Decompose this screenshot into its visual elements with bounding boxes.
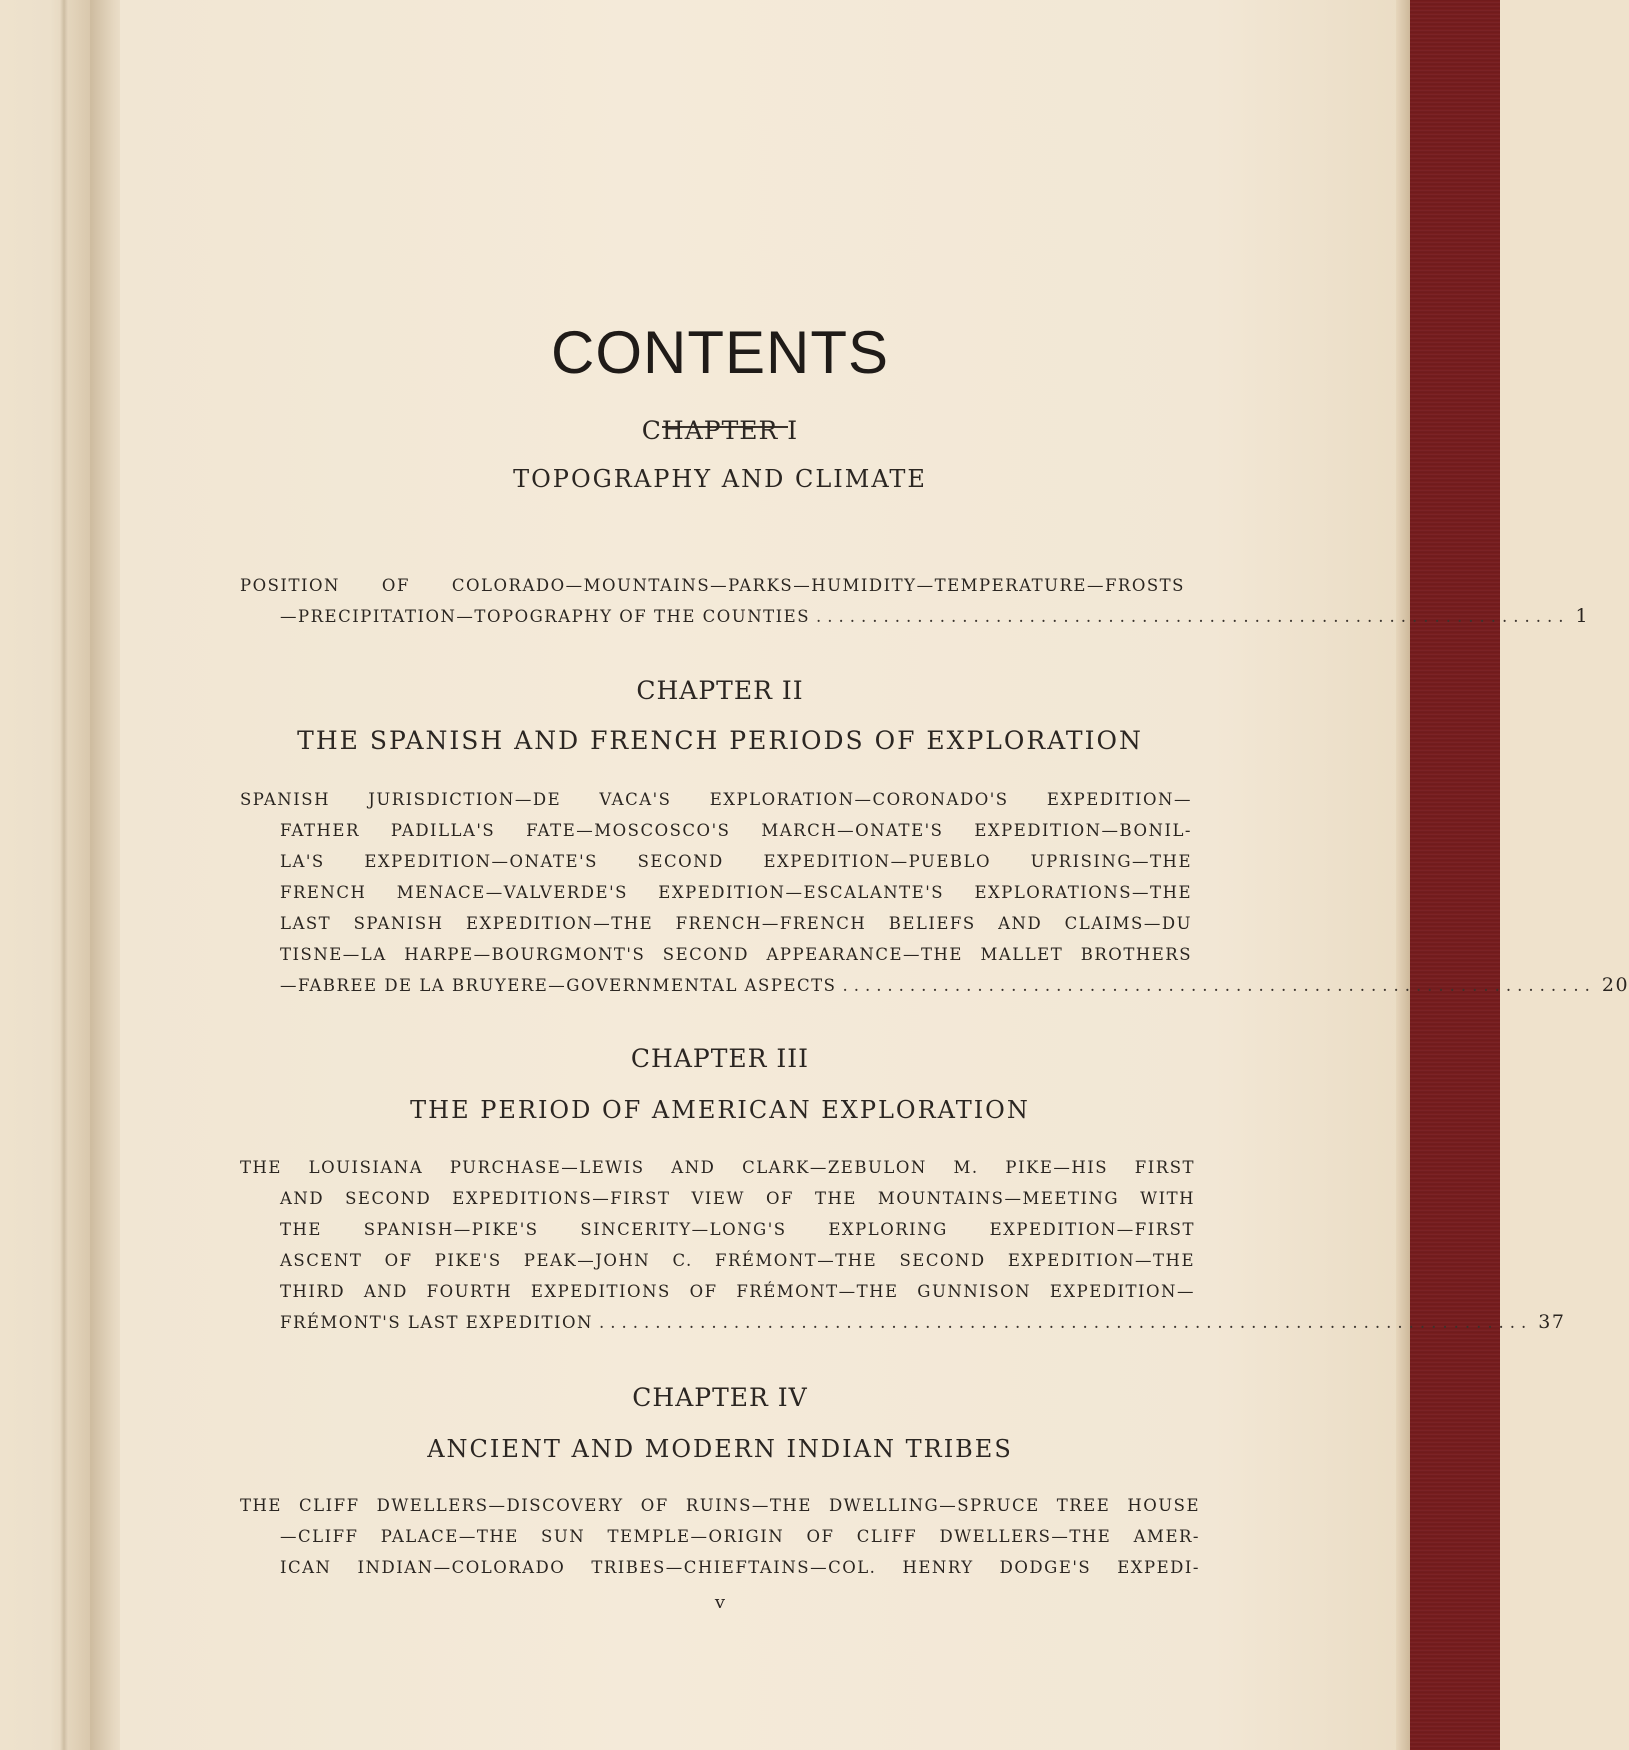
chapter-4-summary-line: ICAN INDIAN—COLORADO TRIBES—CHIEFTAINS—COL. HENRY DODGE'S EXPEDI- — [280, 1558, 1200, 1577]
page-folio: v — [714, 1592, 726, 1613]
dot-leader: ................................................................................... — [598, 1313, 1533, 1332]
chapter-2-number: CHAPTER II — [636, 676, 804, 705]
chapter-4-summary-line: THE CLIFF DWELLERS—DISCOVERY OF RUINS—THE DWELLING—SPRUCE TREE HOUSE — [240, 1496, 1200, 1515]
chapter-3-summary-line: THE SPANISH—PIKE'S SINCERITY—LONG'S EXPLORING EXPEDITION—FIRST — [280, 1220, 1195, 1239]
chapter-4-summary-line: —CLIFF PALACE—THE SUN TEMPLE—ORIGIN OF CLIFF DWELLERS—THE AMER- — [280, 1527, 1200, 1546]
chapter-3-summary-line: THIRD AND FOURTH EXPEDITIONS OF FRÉMONT—THE GUNNISON EXPEDITION— — [280, 1282, 1195, 1301]
chapter-2-summary-text: —FABREE DE LA BRUYERE—GOVERNMENTAL ASPECTS — [280, 976, 837, 995]
chapter-4-number: CHAPTER IV — [632, 1383, 808, 1412]
chapter-1-summary-text: —PRECIPITATION—TOPOGRAPHY OF THE COUNTIES — [280, 607, 811, 626]
chapter-2-summary-last — [280, 970, 1629, 1001]
chapter-3-summary-last — [280, 1307, 1566, 1338]
chapter-2-summary-line: LA'S EXPEDITION—ONATE'S SECOND EXPEDITION—PUEBLO UPRISING—THE — [280, 852, 1192, 871]
chapter-3-summary-line: THE LOUISIANA PURCHASE—LEWIS AND CLARK—ZEBULON M. PIKE—HIS FIRST — [240, 1158, 1195, 1177]
chapter-2-summary — [240, 784, 1629, 1001]
left-page — [0, 0, 90, 1750]
chapter-2-summary-line: FRENCH MENACE—VALVERDE'S EXPEDITION—ESCALANTE'S EXPLORATIONS—THE — [280, 883, 1192, 902]
chapter-2-page: 20 — [1601, 974, 1629, 996]
book-cover-cloth — [1410, 0, 1500, 1750]
dot-leader: ................................................................... — [842, 976, 1596, 995]
left-page-edge — [60, 0, 68, 1750]
page-fore-edge — [1396, 0, 1410, 1750]
page-title: CONTENTS — [551, 319, 889, 386]
chapter-1-number: CHAPTER I — [641, 416, 799, 445]
dot-leader: ................................................................... — [816, 607, 1570, 626]
chapter-3-summary-line: AND SECOND EXPEDITIONS—FIRST VIEW OF THE MOUNTAINS—MEETING WITH — [280, 1189, 1195, 1208]
chapter-3-number: CHAPTER III — [630, 1044, 810, 1073]
chapter-2-title: THE SPANISH AND FRENCH PERIODS OF EXPLORATION — [297, 726, 1143, 755]
contents-text-block — [240, 0, 1629, 1750]
chapter-2-summary-line: LAST SPANISH EXPEDITION—THE FRENCH—FRENCH BELIEFS AND CLAIMS—DU — [280, 914, 1192, 933]
chapter-3-summary-line: ASCENT OF PIKE'S PEAK—JOHN C. FRÉMONT—THE SECOND EXPEDITION—THE — [280, 1251, 1195, 1270]
chapter-3-page: 37 — [1538, 1311, 1566, 1333]
chapter-2-summary-line: FATHER PADILLA'S FATE—MOSCOSCO'S MARCH—ONATE'S EXPEDITION—BONIL- — [280, 821, 1192, 840]
chapter-4-title: ANCIENT AND MODERN INDIAN TRIBES — [427, 1435, 1013, 1463]
chapter-1-summary — [240, 570, 1590, 632]
chapter-2-summary-line: SPANISH JURISDICTION—DE VACA'S EXPLORATION—CORONADO'S EXPEDITION— — [240, 790, 1192, 809]
chapter-3-summary — [240, 1152, 1566, 1338]
chapter-4-summary — [240, 1490, 1200, 1583]
chapter-1-page: 1 — [1575, 605, 1590, 627]
chapter-1-summary-line: POSITION OF COLORADO—MOUNTAINS—PARKS—HUMIDITY—TEMPERATURE—FROSTS — [240, 576, 1185, 595]
chapter-3-title: THE PERIOD OF AMERICAN EXPLORATION — [410, 1096, 1030, 1124]
chapter-1-summary-last — [280, 601, 1590, 632]
chapter-2-summary-line: TISNE—LA HARPE—BOURGMONT'S SECOND APPEARANCE—THE MALLET BROTHERS — [280, 945, 1192, 964]
chapter-1-title: TOPOGRAPHY AND CLIMATE — [513, 465, 927, 493]
chapter-3-summary-text: FRÉMONT'S LAST EXPEDITION — [280, 1313, 593, 1332]
